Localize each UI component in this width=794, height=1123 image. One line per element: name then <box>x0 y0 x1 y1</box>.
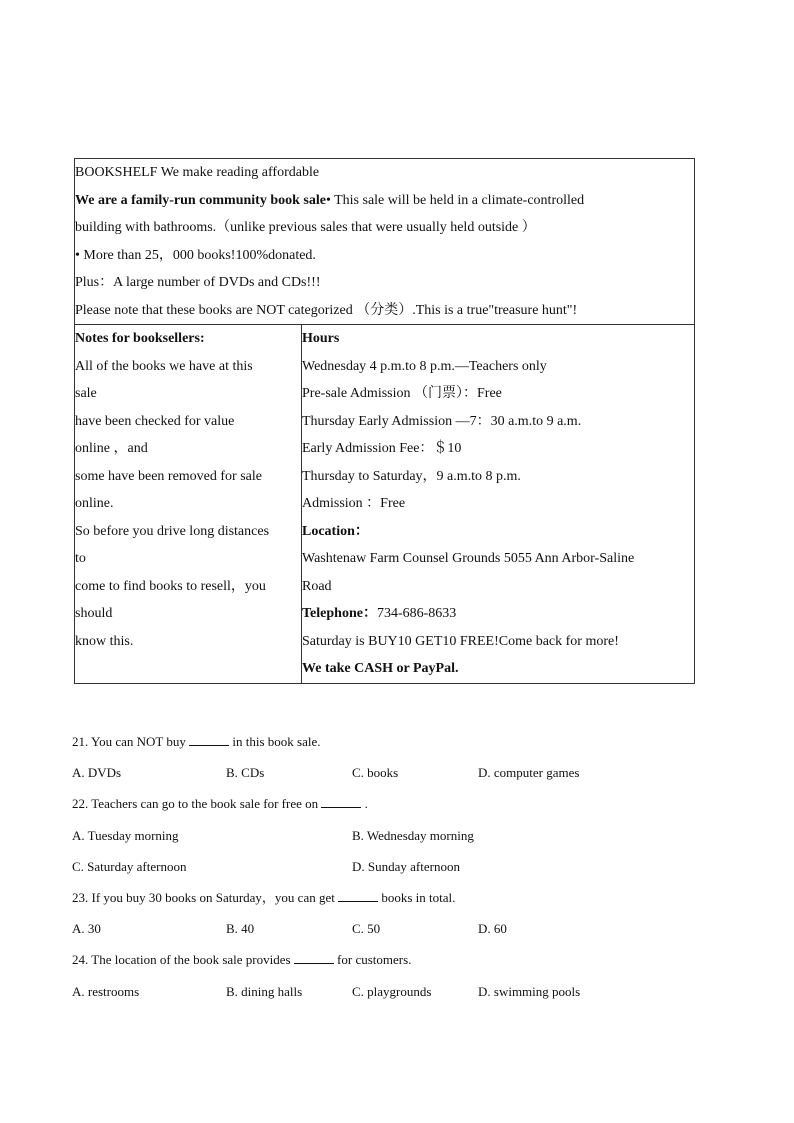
ad-intro-cell <box>75 159 695 325</box>
option-b[interactable]: B. Wednesday morning <box>352 827 474 843</box>
question-stem <box>72 944 722 975</box>
saturday-offer: Saturday is BUY10 GET10 FREE!Come back for more! <box>302 633 619 649</box>
telephone-line <box>302 600 694 628</box>
location-heading: Location： <box>302 523 369 539</box>
notes-line: know this. <box>75 633 134 649</box>
question-text: books in total. <box>378 889 456 905</box>
location-line: Road <box>302 578 332 594</box>
question-options <box>72 820 722 851</box>
notes-line: have been checked for value <box>75 413 235 429</box>
option-b[interactable]: B. CDs <box>226 765 265 781</box>
question-text: 21. You can NOT buy <box>72 734 190 749</box>
ad-intro-line: BOOKSHELF We make reading affordable <box>75 165 320 180</box>
option-c[interactable]: C. Saturday afternoon <box>72 858 187 874</box>
option-a[interactable]: A. restrooms <box>72 983 140 999</box>
notes-line: online. <box>75 496 114 511</box>
notes-heading: Notes for booksellers: <box>75 331 205 346</box>
notes-line: some have been removed for sale <box>75 468 262 484</box>
notes-line: sale <box>75 386 97 401</box>
option-a[interactable]: A. DVDs <box>72 765 122 781</box>
ad-intro-line-rest: • This sale will be held in a climate-controlled <box>325 192 585 208</box>
answer-blank <box>189 735 229 746</box>
answer-blank <box>321 797 361 808</box>
hours-line: Wednesday 4 p.m.to 8 p.m.—Teachers only <box>302 358 547 374</box>
ad-intro-line: building with bathrooms.（unlike previous sales that were usually held outside ） <box>75 220 536 235</box>
question-options <box>72 913 722 944</box>
location-line: Washtenaw Farm Counsel Grounds 5055 Ann Arbor-Saline <box>302 551 635 566</box>
answer-blank <box>294 953 334 964</box>
option-d[interactable]: D. swimming pools <box>478 983 581 999</box>
option-d[interactable]: D. Sunday afternoon <box>352 858 460 874</box>
hours-line: Admission ：Free <box>302 496 406 511</box>
option-d[interactable]: D. 60 <box>478 921 507 937</box>
ad-intro-line: Please note that these books are NOT categorized （分类）.This is a true"treasure hunt"! <box>75 302 578 318</box>
question-text: 24. The location of the book sale provides <box>72 952 294 968</box>
hours-line: Pre-sale Admission （门票）：Free <box>302 386 502 401</box>
notes-line: come to find books to resell，you <box>75 578 266 594</box>
answer-blank <box>338 891 378 902</box>
question-text: . <box>361 796 368 812</box>
option-c[interactable]: C. playgrounds <box>352 983 432 999</box>
option-c[interactable]: C. books <box>352 765 399 781</box>
family-run-heading: We are a family-run community book sale <box>75 192 326 208</box>
hours-line: Thursday Early Admission —7：30 a.m.to 9 a.m. <box>302 413 582 429</box>
question-options <box>72 851 722 882</box>
hours-heading: Hours <box>302 331 340 346</box>
option-a[interactable]: A. Tuesday morning <box>72 827 179 843</box>
question-options <box>72 757 722 788</box>
question-text: in this book sale. <box>229 734 321 749</box>
option-b[interactable]: B. dining halls <box>226 983 303 999</box>
ad-intro-line: Plus：A large number of DVDs and CDs!!! <box>75 275 321 290</box>
telephone-number: 734-686-8633 <box>376 606 457 621</box>
question-options <box>72 976 722 1007</box>
notes-line: should <box>75 606 113 621</box>
ad-intro-line: • More than 25，000 books!100%donated. <box>75 247 316 263</box>
question-stem <box>72 882 722 913</box>
notes-line: All of the books we have at this <box>75 358 253 374</box>
hours-line: Thursday to Saturday，9 a.m.to 8 p.m. <box>302 468 521 484</box>
ad-intro-line <box>75 187 694 215</box>
notes-line: So before you drive long distances <box>75 523 270 539</box>
question-text: 23. If you buy 30 books on Saturday，you can get <box>72 889 339 905</box>
option-c[interactable]: C. 50 <box>352 921 381 937</box>
bookshelf-ad-table <box>74 158 695 684</box>
notes-line: to <box>75 551 86 566</box>
telephone-label: Telephone： <box>302 606 377 621</box>
hours-line: Early Admission Fee：＄10 <box>302 441 462 456</box>
payment-methods: We take CASH or PayPal. <box>302 661 459 676</box>
question-text: for customers. <box>333 952 412 968</box>
notes-for-booksellers-cell <box>75 325 302 684</box>
question-stem <box>72 726 722 757</box>
option-d[interactable]: D. computer games <box>478 765 580 781</box>
hours-location-cell <box>302 325 695 684</box>
notes-line: online ，and <box>75 441 148 456</box>
questions-section <box>72 726 722 1007</box>
question-stem <box>72 788 722 819</box>
option-a[interactable]: A. 30 <box>72 921 101 937</box>
option-b[interactable]: B. 40 <box>226 921 255 937</box>
question-text: 22. Teachers can go to the book sale for free on <box>72 796 322 812</box>
